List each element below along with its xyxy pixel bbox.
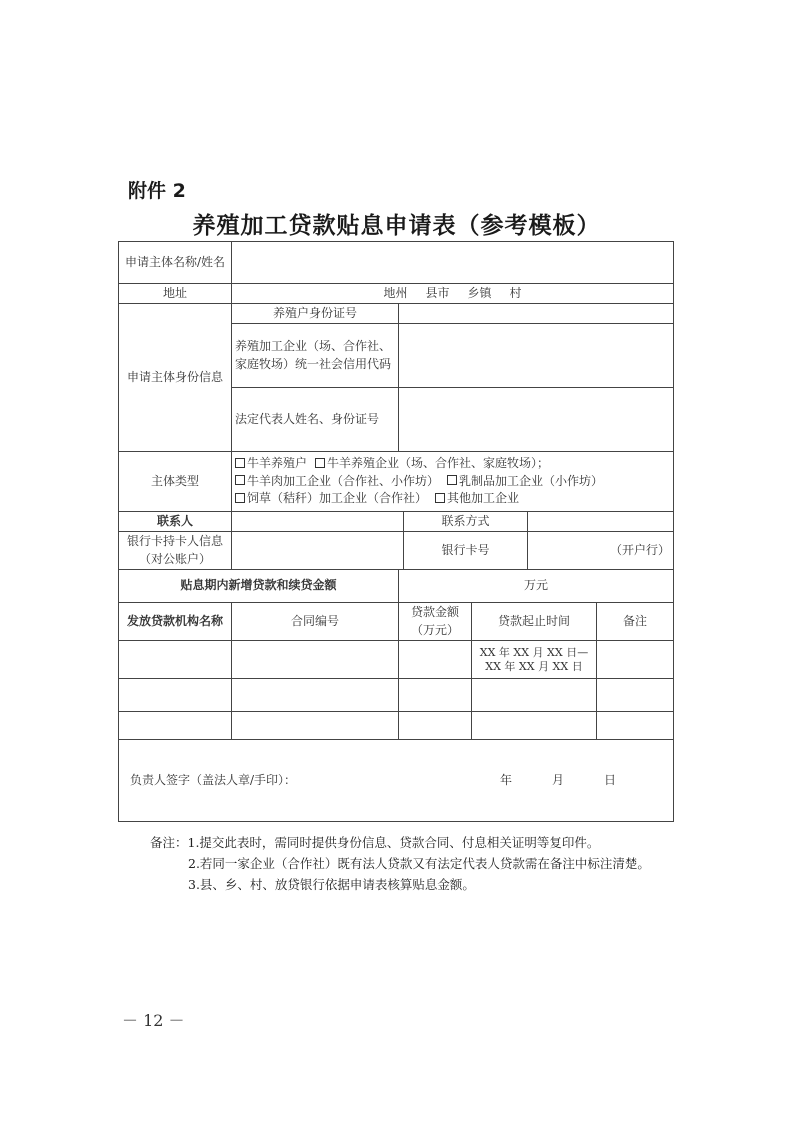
applicant-name-field[interactable]: [232, 242, 674, 284]
type-option-farm-enterprise[interactable]: 牛羊养殖企业（场、合作社、家庭牧场）；: [315, 456, 549, 470]
loan-cell-contract[interactable]: [232, 679, 399, 712]
address-row: [119, 284, 674, 304]
bank-card-label: 银行卡号: [404, 532, 528, 570]
address-part-township: 乡镇: [467, 285, 492, 300]
note-line-2: 2.若同一家企业（合作社）既有法人贷款又有法定代表人贷款需在备注中标注清楚。: [188, 856, 650, 871]
date-month-label: 月: [551, 772, 564, 787]
applicant-name-label: 申请主体名称/姓名: [119, 242, 232, 284]
loan-cell-amount[interactable]: [399, 679, 472, 712]
loan-cell-remark[interactable]: [597, 712, 674, 740]
loan-amount-field[interactable]: [399, 570, 674, 603]
checkbox-icon: [435, 493, 445, 503]
type-option-meat-processing[interactable]: 牛羊肉加工企业（合作社、小作坊）: [235, 474, 439, 488]
loan-header-remark: 备注: [597, 603, 674, 641]
checkbox-icon: [315, 458, 325, 468]
loan-cell-amount[interactable]: [399, 712, 472, 740]
bank-row: [119, 532, 674, 570]
loan-header-institution: 发放贷款机构名称: [119, 603, 232, 641]
attachment-label: 附件 2: [128, 180, 186, 202]
checkbox-icon: [235, 493, 245, 503]
identity-id-number-label: 养殖户身份证号: [232, 304, 399, 324]
checkbox-icon: [235, 475, 245, 485]
application-form: [118, 241, 674, 822]
checkbox-icon: [447, 475, 457, 485]
entity-type-label: 主体类型: [119, 452, 232, 512]
identity-section-label: 申请主体身份信息: [119, 304, 232, 452]
identity-row-1: [119, 304, 674, 324]
type-option-herder[interactable]: 牛羊养殖户: [235, 456, 307, 470]
identity-credit-code-field[interactable]: [399, 324, 674, 388]
bank-holder-field[interactable]: [232, 532, 404, 570]
loan-header-amount: 贷款金额（万元）: [399, 603, 472, 641]
date-year-label: 年: [499, 772, 512, 787]
loan-row: [119, 641, 674, 679]
loan-header-contract: 合同编号: [232, 603, 399, 641]
signature-row: [119, 740, 674, 822]
checkbox-icon: [235, 458, 245, 468]
form-title: 养殖加工贷款贴息申请表（参考模板）: [192, 212, 601, 239]
loan-cell-institution[interactable]: [119, 712, 232, 740]
loan-cell-institution[interactable]: [119, 641, 232, 679]
type-option-forage-processing[interactable]: 饲草（秸秆）加工企业（合作社）: [235, 491, 427, 505]
page-number: － 12 －: [122, 1011, 185, 1030]
loan-row: [119, 712, 674, 740]
address-field[interactable]: [232, 284, 674, 304]
note-line-3: 3.县、乡、村、放贷银行依据申请表核算贴息金额。: [188, 877, 475, 892]
identity-id-number-field[interactable]: [399, 304, 674, 324]
loan-cell-remark[interactable]: [597, 641, 674, 679]
address-part-prefecture: 地州: [383, 285, 408, 300]
note-line-1: 备注：1.提交此表时，需同时提供身份信息、贷款合同、付息相关证明等复印件。: [150, 835, 600, 850]
loan-cell-contract[interactable]: [232, 641, 399, 679]
signature-cell[interactable]: [119, 740, 674, 822]
loan-amount-row: [119, 570, 674, 603]
loan-cell-institution[interactable]: [119, 679, 232, 712]
loan-cell-contract[interactable]: [232, 712, 399, 740]
bank-holder-label: 银行卡持卡人信息（对公账户）: [119, 532, 232, 570]
signature-date: [500, 772, 616, 789]
loan-header-period: 贷款起止时间: [472, 603, 597, 641]
contact-field[interactable]: [232, 512, 404, 532]
address-label: 地址: [119, 284, 232, 304]
address-part-county: 县市: [425, 285, 450, 300]
contact-method-field[interactable]: [528, 512, 674, 532]
type-option-dairy-processing[interactable]: 乳制品加工企业（小作坊）: [447, 474, 603, 488]
entity-type-options: [232, 452, 674, 512]
contact-label: 联系人: [119, 512, 232, 532]
contact-row: [119, 512, 674, 532]
signature-label: 负责人签字（盖法人章/手印）：: [130, 772, 297, 787]
contact-method-label: 联系方式: [404, 512, 528, 532]
identity-credit-code-label: 养殖加工企业（场、合作社、家庭牧场）统一社会信用代码: [232, 324, 399, 388]
date-day-label: 日: [603, 772, 616, 787]
loan-row: [119, 679, 674, 712]
applicant-name-row: [119, 242, 674, 284]
bank-open-label: （开户行）: [609, 542, 670, 557]
address-part-village: 村: [509, 285, 522, 300]
loan-header-row: [119, 603, 674, 641]
loan-cell-remark[interactable]: [597, 679, 674, 712]
loan-cell-period[interactable]: [472, 712, 597, 740]
identity-legal-rep-label: 法定代表人姓名、身份证号: [232, 388, 399, 452]
loan-cell-amount[interactable]: [399, 641, 472, 679]
notes-block: [150, 832, 650, 895]
identity-legal-rep-field[interactable]: [399, 388, 674, 452]
loan-amount-unit: 万元: [523, 578, 548, 593]
entity-type-row: [119, 452, 674, 512]
bank-card-field[interactable]: [528, 532, 674, 570]
loan-cell-period[interactable]: XX 年 XX 月 XX 日—XX 年 XX 月 XX 日: [472, 641, 597, 679]
loan-amount-label: 贴息期内新增贷款和续贷金额: [119, 570, 399, 603]
loan-cell-period[interactable]: [472, 679, 597, 712]
type-option-other-processing[interactable]: 其他加工企业: [435, 491, 519, 505]
